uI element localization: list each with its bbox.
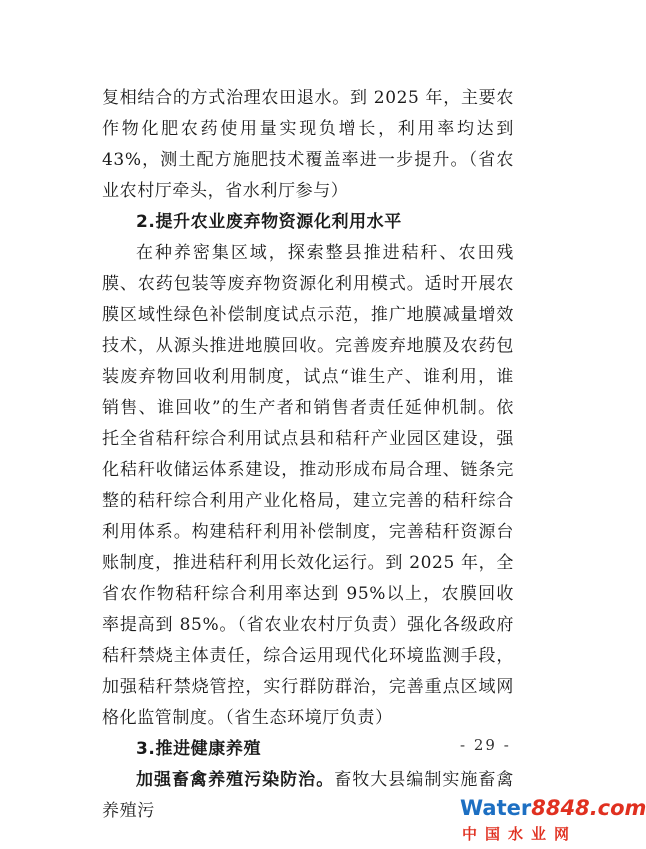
paragraph-livestock (102, 765, 514, 827)
paragraph-waste-utilization: 在种养密集区域，探索整县推进秸秆、农田残膜、农药包装等废弃物资源化利用模式。适时开展农膜区域性绿色补偿制度试点示范，推广地膜减量增效技术，从源头推进地膜回收。完善废弃地膜及农药包装废弃物回收利用制度，试点“谁生产、谁利用，谁销售、谁回收”的生产者和销售者责任延伸机制。依托全省秸秆综合利用试点县和秸秆产业园区建设，强化秸秆收储运体系建设，推动形成布局合理、链条完整的秸秆综合利用产业化格局，建立完善的秸秆综合利用体系。构建秸秆利用补偿制度，完善秸秆资源台账制度，推进秸秆利用长效化运行。到 2025 年，全省农作物秸秆综合利用率达到 95%以上，农膜回收率提高到 85%。（省农业农村厅负责）强化各级政府秸秆禁烧主体责任，综合运用现代化环境监测手段，加强秸秆禁烧管控，实行群防群治，完善重点区域网格化监管制度。（省生态环境厅负责） (102, 243, 514, 728)
watermark-brand-word: Water (460, 796, 532, 820)
section-heading-2: 2.提升农业废弃物资源化利用水平 (136, 212, 402, 232)
watermark-brand (460, 796, 646, 820)
body-text (102, 83, 514, 827)
watermark-subtitle: 中国水业网 (462, 825, 578, 843)
page-number: - 29 - (460, 736, 511, 754)
section-heading-3: 3.推进健康养殖 (136, 739, 262, 759)
watermark-brand-suffix: .com (589, 796, 646, 820)
paragraph-continuation: 复相结合的方式治理农田退水。到 2025 年，主要农作物化肥农药使用量实现负增长，利用率均达到 43%，测土配方施肥技术覆盖率进一步提升。（省农业农村厅牵头，省水利厅参与） (102, 88, 514, 201)
paragraph-livestock-text: 畜牧大县编制实施畜禽养殖污 (102, 770, 514, 821)
watermark-brand-number: 8848 (531, 796, 590, 820)
watermark-logo (460, 796, 646, 844)
paragraph-lead-bold: 加强畜禽养殖污染防治。 (136, 770, 335, 790)
